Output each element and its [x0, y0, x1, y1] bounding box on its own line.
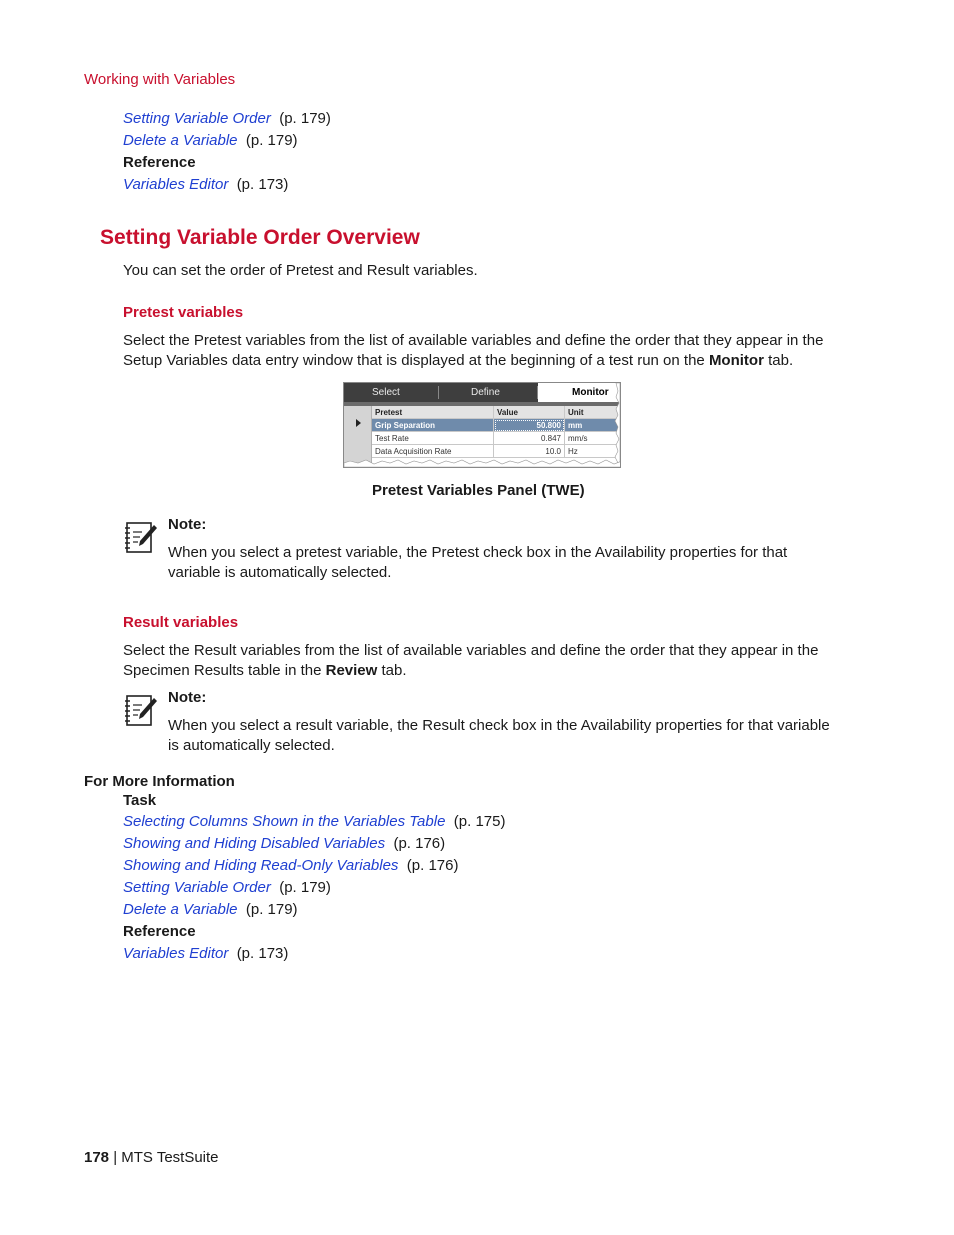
cell-unit: mm	[565, 419, 621, 432]
link-setting-variable-order[interactable]: Setting Variable Order	[123, 879, 271, 896]
link-delete-a-variable[interactable]: Delete a Variable	[123, 901, 238, 918]
list-item	[123, 130, 331, 152]
cell-value[interactable]: 0.847	[494, 432, 565, 445]
list-item	[123, 877, 505, 899]
page-ref: (p. 179)	[245, 132, 298, 149]
grid-header-row	[372, 406, 621, 419]
tab-select[interactable]: Select	[372, 387, 400, 398]
column-header-unit[interactable]: Unit	[565, 406, 621, 419]
torn-edge-bottom	[344, 458, 621, 467]
page-footer	[84, 1149, 219, 1166]
link-selecting-columns[interactable]: Selecting Columns Shown in the Variables Table	[123, 813, 446, 830]
torn-edge-right	[614, 383, 620, 468]
page-ref: (p. 179)	[279, 110, 331, 127]
pretest-variables-panel	[343, 382, 621, 468]
paragraph-line: Select the Pretest variables from the list of available variables and define the order that they appear in the	[123, 332, 824, 349]
note-pencil-icon	[124, 693, 158, 727]
more-info-heading: For More Information	[84, 773, 235, 790]
list-item	[123, 855, 505, 877]
cell-unit: Hz	[565, 445, 621, 458]
cell-value[interactable]: 50.800	[494, 419, 565, 432]
list-item	[123, 943, 505, 965]
cell-name: Test Rate	[372, 432, 494, 445]
table-row[interactable]	[372, 432, 621, 445]
column-header-pretest[interactable]: Pretest	[372, 406, 494, 419]
page-ref: (p. 175)	[453, 813, 506, 830]
result-heading: Result variables	[123, 614, 239, 631]
paragraph-line: variable is automatically selected.	[168, 563, 392, 581]
product-name: MTS TestSuite	[121, 1149, 219, 1166]
link-variables-editor[interactable]: Variables Editor	[123, 176, 229, 193]
row-pointer-icon	[356, 419, 361, 427]
page-ref: (p. 173)	[236, 176, 289, 193]
note-pencil-icon	[124, 520, 158, 554]
paragraph-line: When you select a result variable, the Result check box in the Availability properties for that variable	[168, 717, 830, 734]
paragraph-line: When you select a pretest variable, the Pretest check box in the Availability properties for that	[168, 544, 788, 561]
reference-label: Reference	[123, 154, 196, 171]
text-run: Setup Variables data entry window that is displayed at the beginning of a test run on the	[123, 351, 709, 369]
text-run: tab.	[377, 661, 407, 679]
task-link-list	[123, 811, 505, 965]
paragraph-line	[123, 351, 853, 371]
cell-value[interactable]: 10.0	[494, 445, 565, 458]
result-paragraph	[123, 641, 853, 680]
link-setting-variable-order[interactable]: Setting Variable Order	[123, 110, 271, 127]
page-ref: (p. 179)	[279, 879, 331, 896]
paragraph-line: Select the Result variables from the list of available variables and define the order that they appear in the	[123, 642, 819, 659]
page-title: Setting Variable Order Overview	[100, 226, 420, 249]
tab-monitor[interactable]: Monitor	[538, 383, 621, 402]
figure-caption: Pretest Variables Panel (TWE)	[372, 482, 585, 499]
list-item	[123, 108, 331, 130]
cell-name: Grip Separation	[372, 419, 494, 432]
pretest-paragraph	[123, 331, 853, 370]
page-ref: (p. 176)	[406, 857, 459, 874]
paragraph-line	[123, 661, 853, 681]
link-showing-hiding-disabled[interactable]: Showing and Hiding Disabled Variables	[123, 835, 386, 852]
task-label: Task	[123, 792, 157, 809]
link-delete-a-variable[interactable]: Delete a Variable	[123, 132, 238, 149]
text-run: tab.	[763, 351, 794, 369]
table-row[interactable]	[372, 445, 621, 458]
list-item	[123, 899, 505, 921]
column-header-value[interactable]: Value	[494, 406, 565, 419]
note-label: Note:	[168, 689, 207, 706]
page-ref: (p. 179)	[245, 901, 298, 918]
running-header: Working with Variables	[84, 71, 236, 88]
page-number: 178	[84, 1149, 110, 1166]
paragraph-line: is automatically selected.	[168, 736, 335, 754]
cell-unit: mm/s	[565, 432, 621, 445]
text-run: Specimen Results table in the	[123, 661, 326, 679]
table-row[interactable]	[372, 419, 621, 432]
page-ref: (p. 176)	[393, 835, 446, 852]
list-item	[123, 833, 505, 855]
list-item	[123, 174, 331, 196]
cell-name: Data Acquisition Rate	[372, 445, 494, 458]
pretest-heading: Pretest variables	[123, 304, 244, 321]
link-variables-editor[interactable]: Variables Editor	[123, 945, 229, 962]
note-text	[168, 716, 868, 755]
top-link-list	[123, 108, 331, 196]
reference-label: Reference	[123, 923, 196, 940]
review-bold: Review	[325, 661, 378, 679]
footer-separator: |	[109, 1149, 122, 1166]
page-ref: (p. 173)	[236, 945, 289, 962]
link-showing-hiding-readonly[interactable]: Showing and Hiding Read-Only Variables	[123, 857, 399, 874]
list-item	[123, 811, 505, 833]
monitor-bold: Monitor	[708, 351, 764, 369]
note-text	[168, 543, 858, 582]
note-label: Note:	[168, 516, 207, 533]
tab-define[interactable]: Define	[471, 387, 500, 398]
tab-bar	[344, 383, 621, 402]
intro-text: You can set the order of Pretest and Result variables.	[123, 262, 478, 279]
